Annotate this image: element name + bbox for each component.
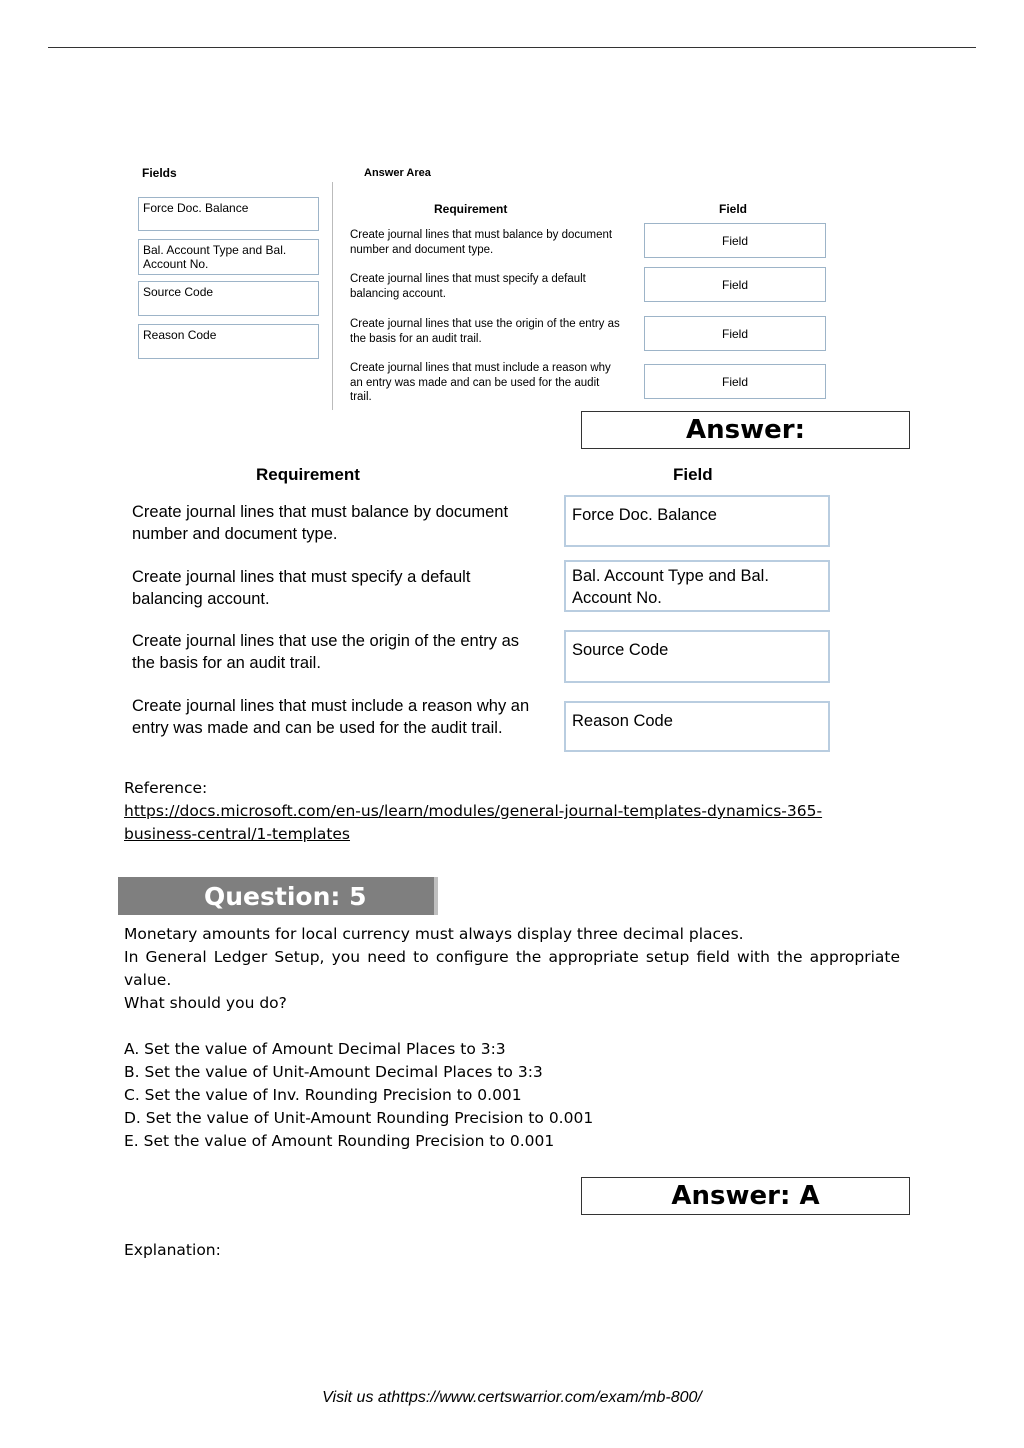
answer-field-4: Reason Code <box>564 701 830 752</box>
exhibit-field-slot-2[interactable]: Field <box>644 267 826 302</box>
field-option-source-code[interactable]: Source Code <box>138 281 319 316</box>
exhibit-field-slot-3[interactable]: Field <box>644 316 826 351</box>
answer-requirement-1: Create journal lines that must balance by document number and document type. <box>132 503 509 543</box>
reference-link-line-2[interactable]: business-central/1-templates <box>124 825 351 843</box>
exhibit-requirement-header: Requirement <box>434 202 508 216</box>
question-banner <box>118 877 438 915</box>
option-b: B. Set the value of Unit-Amount Decimal Places to 3:3 <box>124 1063 543 1081</box>
exhibit-divider <box>332 182 333 410</box>
option-a: A. Set the value of Amount Decimal Places to 3:3 <box>124 1040 506 1058</box>
exhibit-field-slot-4[interactable]: Field <box>644 364 826 399</box>
option-e: E. Set the value of Amount Rounding Precision to 0.001 <box>124 1132 555 1150</box>
field-option-bal-account[interactable]: Bal. Account Type and Bal. Account No. <box>138 239 319 275</box>
question-line-2: In General Ledger Setup, you need to configure the appropriate setup field with the appropriate value. <box>124 948 900 989</box>
answer-area-title: Answer Area <box>364 167 431 179</box>
exhibit-requirement-2: Create journal lines that must specify a default balancing account. <box>350 273 586 300</box>
answer-field-3: Source Code <box>564 630 830 683</box>
answer-field-1: Force Doc. Balance <box>564 495 830 547</box>
fields-title: Fields <box>142 166 177 180</box>
exhibit-field-header: Field <box>719 202 748 216</box>
exhibit-requirement-4: Create journal lines that must include a reason why an entry was made and can be used for the audit trail. <box>350 362 611 403</box>
answer-heading-box: Answer: <box>581 411 910 449</box>
field-option-force-doc-balance[interactable]: Force Doc. Balance <box>138 197 319 231</box>
answer-field-header: Field <box>673 465 713 484</box>
option-c: C. Set the value of Inv. Rounding Precision to 0.001 <box>124 1086 522 1104</box>
exhibit-requirement-3: Create journal lines that use the origin of the entry as the basis for an audit trail. <box>350 318 620 345</box>
question-line-1: Monetary amounts for local currency must always display three decimal places. <box>124 925 744 943</box>
field-option-reason-code[interactable]: Reason Code <box>138 324 319 359</box>
answer-box-q5: Answer: A <box>581 1177 910 1215</box>
exhibit-requirement-1: Create journal lines that must balance by document number and document type. <box>350 229 613 256</box>
answer-requirement-2: Create journal lines that must specify a default balancing account. <box>132 568 471 608</box>
exhibit-field-slot-1[interactable]: Field <box>644 223 826 258</box>
answer-requirement-header: Requirement <box>256 465 360 484</box>
footer-text: Visit us athttps://www.certswarrior.com/exam/mb-800/ <box>322 1389 702 1406</box>
question-number: Question: 5 <box>204 881 367 911</box>
answer-requirement-4: Create journal lines that must include a reason why an entry was made and can be used for the audit trail. <box>132 697 530 737</box>
explanation-label: Explanation: <box>124 1241 221 1259</box>
reference-label: Reference: <box>124 779 208 797</box>
question-line-3: What should you do? <box>124 994 287 1012</box>
exhibit-image <box>130 160 850 415</box>
answer-requirement-3: Create journal lines that use the origin of the entry as the basis for an audit trail. <box>132 632 520 672</box>
answer-field-2: Bal. Account Type and Bal. Account No. <box>564 560 830 612</box>
banner-edge <box>434 877 438 915</box>
reference-link-line-1[interactable]: https://docs.microsoft.com/en-us/learn/modules/general-journal-templates-dynamics-365- <box>124 802 823 820</box>
top-rule <box>48 47 976 48</box>
option-d: D. Set the value of Unit-Amount Rounding Precision to 0.001 <box>124 1109 594 1127</box>
